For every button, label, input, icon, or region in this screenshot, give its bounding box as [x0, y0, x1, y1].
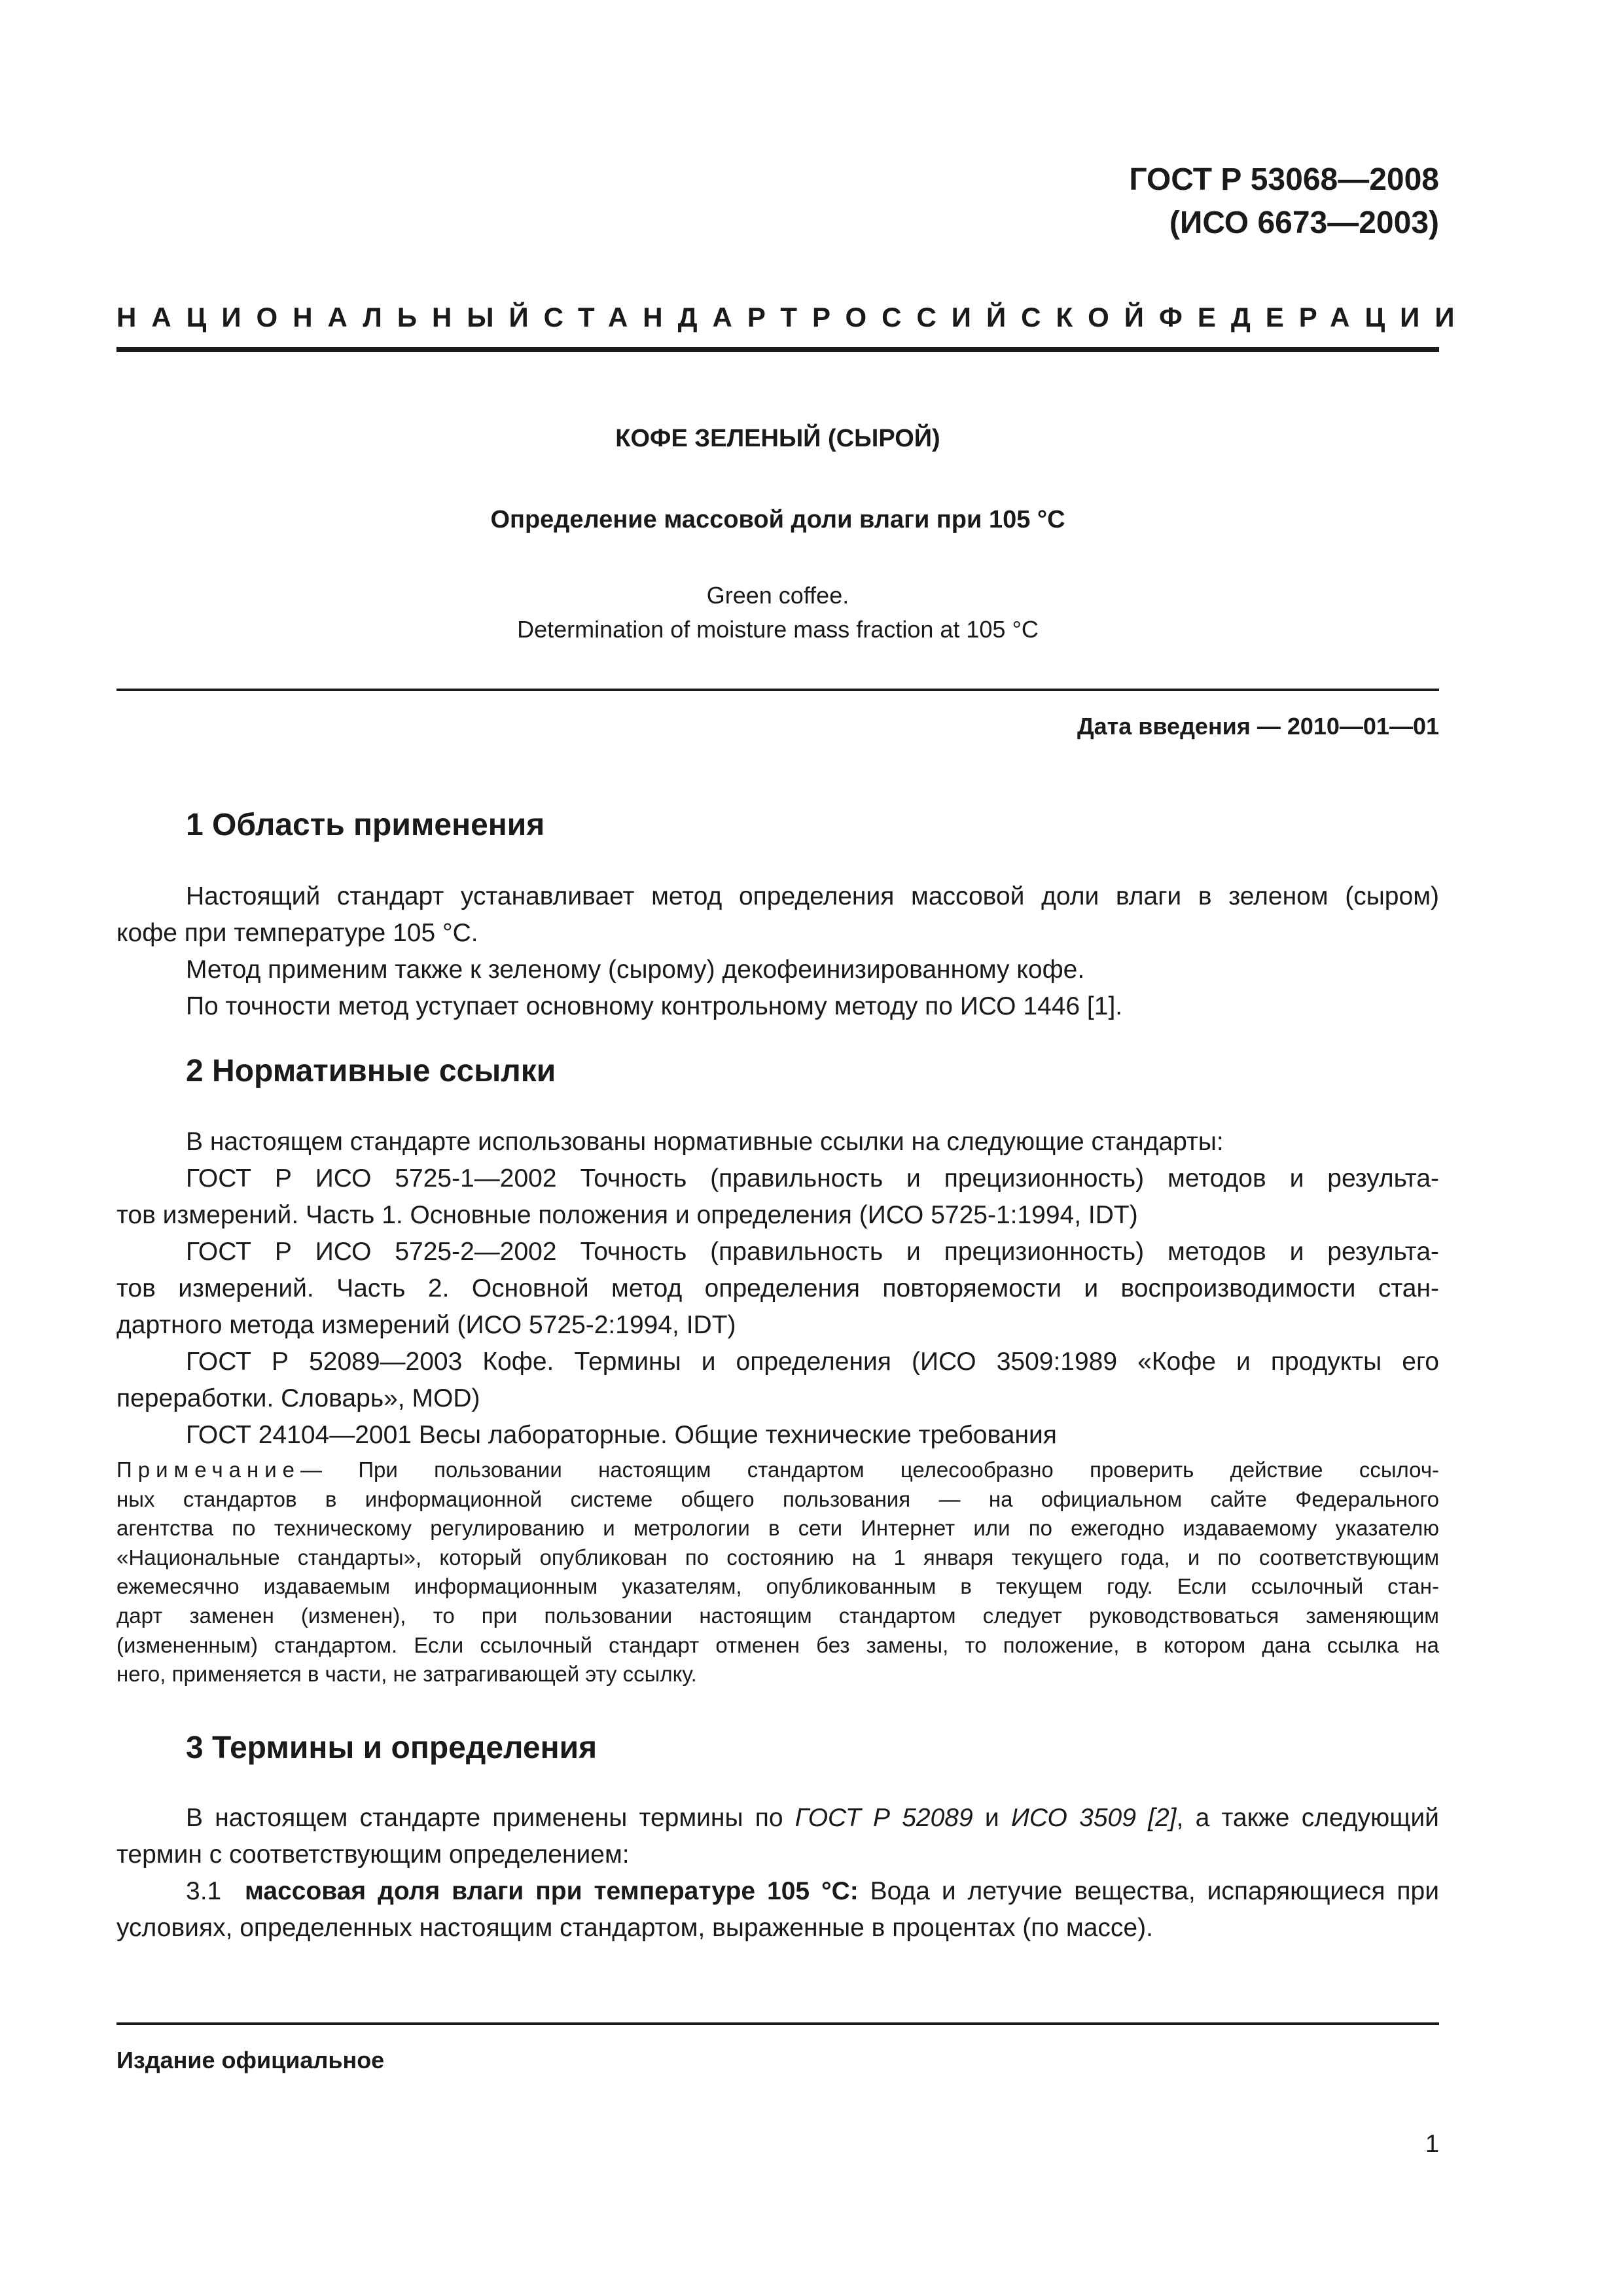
- section-heading-normative-references: 2 Нормативные ссылки: [186, 1054, 556, 1088]
- section-1-body: [116, 878, 1439, 1025]
- footer-rule: [116, 2022, 1439, 2025]
- reference-line: ГОСТ Р ИСО 5725-2—2002 Точность (правильность и прецизионность) методов и результа-: [186, 1238, 1439, 1266]
- reference-gost: ГОСТ Р 52089: [794, 1804, 973, 1832]
- banner-word: ФЕДЕРАЦИИ: [1159, 302, 1470, 332]
- note-line: Примечание— При пользовании настоящим стандартом целесообразно проверить действие ссылоч-: [116, 1458, 1439, 1482]
- note-label: Примечание: [116, 1458, 301, 1482]
- section-3-body: [116, 1800, 1439, 1946]
- text-line: кофе при температуре 105 °С.: [116, 919, 478, 947]
- section-heading-terms: 3 Термины и определения: [186, 1731, 597, 1765]
- banner-word: СТАНДАРТ: [543, 302, 812, 332]
- term-definition-line: условиях, определенных настоящим стандартом, выраженные в процентах (по массе).: [116, 1914, 1153, 1942]
- official-edition-label: Издание официальное: [116, 2047, 385, 2073]
- introduction-date: Дата введения — 2010—01—01: [1077, 713, 1439, 740]
- iso-number: (ИСО 6673—2003): [1169, 206, 1439, 240]
- note-line: дарт заменен (изменен), то при пользовании настоящим стандартом следует руководствоваться заменяющим: [116, 1603, 1439, 1628]
- text-line: термин с соответствующим определением:: [116, 1840, 630, 1869]
- reference-line: тов измерений. Часть 1. Основные положения и определения (ИСО 5725-1:1994, IDT): [116, 1201, 1138, 1229]
- document-number: [1129, 158, 1439, 245]
- text-line: Метод применим также к зеленому (сырому) декофеинизированному кофе.: [186, 956, 1085, 984]
- english-title-line: Determination of moisture mass fraction at 105 °C: [517, 616, 1039, 643]
- text-line: Настоящий стандарт устанавливает метод определения массовой доли влаги в зеленом (сыром): [186, 882, 1439, 910]
- reference-line: ГОСТ Р 52089—2003 Кофе. Термины и определения (ИСО 3509:1989 «Кофе и продукты его: [186, 1348, 1439, 1376]
- reference-line: тов измерений. Часть 2. Основной метод определения повторяемости и воспроизводимости стан-: [116, 1274, 1439, 1302]
- text-line: В настоящем стандарте применены термины по ГОСТ Р 52089 и ИСО 3509 [2], а также следующий: [186, 1804, 1439, 1832]
- section-heading-scope: 1 Область применения: [186, 808, 545, 842]
- reference-line: ГОСТ Р ИСО 5725-1—2002 Точность (правильность и прецизионность) методов и результа-: [186, 1164, 1439, 1193]
- reference-iso: ИСО 3509 [2]: [1010, 1804, 1177, 1832]
- term-number: 3.1: [186, 1877, 222, 1905]
- reference-line: дартного метода измерений (ИСО 5725-2:1994, IDT): [116, 1311, 736, 1339]
- term-definition-line: 3.1 массовая доля влаги при температуре 105 °С: Вода и летучие вещества, испаряющиеся при: [186, 1877, 1440, 1905]
- note-line: «Национальные стандарты», который опубликован по состоянию на 1 января текущего года, и по соответствующим: [116, 1545, 1439, 1570]
- page-number: 1: [1425, 2130, 1439, 2158]
- gost-number: ГОСТ Р 53068—2008: [1129, 162, 1439, 197]
- note-line: (измененным) стандартом. Если ссылочный стандарт отменен без замены, то положение, в котором дана ссылка на: [116, 1632, 1439, 1657]
- english-title-line: Green coffee.: [706, 582, 849, 609]
- reference-line: переработки. Словарь», MOD): [116, 1384, 480, 1412]
- note-block: [116, 1456, 1439, 1689]
- section-2-body: [116, 1124, 1439, 1454]
- document-title: КОФЕ ЗЕЛЕНЫЙ (СЫРОЙ): [615, 425, 940, 452]
- note-line: ных стандартов в информационной системе общего пользования — на официальном сайте Федерального: [116, 1486, 1439, 1511]
- banner-rule: [116, 347, 1439, 352]
- note-line: него, применяется в части, не затрагивающей эту ссылку.: [116, 1662, 697, 1687]
- text-line: В настоящем стандарте использованы нормативные ссылки на следующие стандарты:: [186, 1128, 1224, 1156]
- national-standard-banner: [116, 300, 1470, 335]
- banner-word: НАЦИОНАЛЬНЫЙ: [116, 302, 544, 332]
- banner-word: РОССИЙСКОЙ: [812, 302, 1159, 332]
- english-title: [116, 579, 1439, 647]
- term-name: массовая доля влаги при температуре 105 °С:: [245, 1877, 859, 1905]
- text-line: По точности метод уступает основному контрольному методу по ИСО 1446 [1].: [186, 992, 1123, 1020]
- document-subtitle: Определение массовой доли влаги при 105 °С: [490, 506, 1065, 533]
- note-line: ежемесячно издаваемым информационным указателям, опубликованным в текущем году. Если ссылочный стан-: [116, 1574, 1439, 1599]
- reference-line: ГОСТ 24104—2001 Весы лабораторные. Общие технические требования: [186, 1421, 1057, 1449]
- note-line: агентства по техническому регулированию и метрологии в сети Интернет или по ежегодно издаваемому указателю: [116, 1516, 1439, 1541]
- title-rule: [116, 689, 1439, 691]
